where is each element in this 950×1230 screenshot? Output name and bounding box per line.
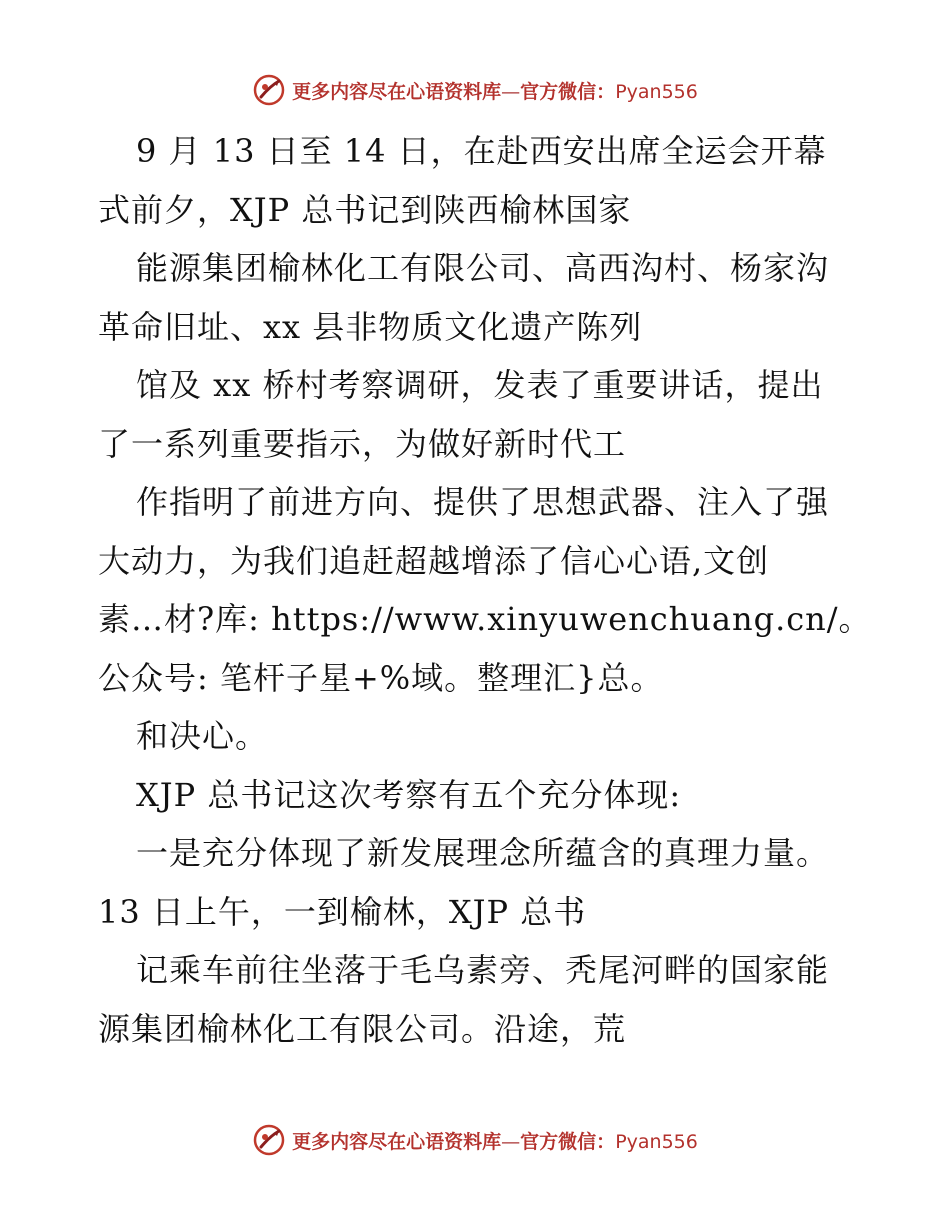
text-line: 公众号: 笔杆子星+%域。整理汇}总。: [98, 658, 664, 697]
banner-wechat-label: 官方微信：: [520, 1130, 616, 1153]
banner-wechat-id: Pyan556: [615, 80, 698, 103]
text-line: 能源集团榆林化工有限公司、高西沟村、杨家沟: [136, 249, 830, 287]
banner-text: [292, 1127, 698, 1154]
text-line: 大动力，为我们追赶超越增添了信心心语,文创: [98, 541, 770, 580]
text-line: 了一系列重要指示，为做好新时代工: [98, 424, 627, 463]
text-line: 源集团榆林化工有限公司。沿途，荒: [98, 1009, 627, 1048]
text-line: 馆及 xx 桥村考察调研，发表了重要讲话，提出: [136, 366, 824, 404]
footer-banner: [0, 1120, 950, 1160]
text-line: 和决心。: [136, 717, 269, 755]
text-line: 一是充分体现了新发展理念所蕴含的真理力量。: [136, 834, 830, 872]
text-line: 13 日上午，一到榆林，XJP 总书: [98, 892, 587, 931]
text-line: 素…材?库: https://www.xinyuwenchuang.cn/。: [98, 600, 872, 638]
header-banner: [0, 70, 950, 110]
banner-wechat-label: 官方微信：: [520, 80, 616, 103]
text-line: 式前夕，XJP 总书记到陕西榆林国家: [98, 190, 632, 229]
pen-logo-icon: [252, 73, 286, 107]
text-line: 记乘车前往坐落于毛乌素旁、秃尾河畔的国家能: [136, 951, 830, 989]
banner-text: [292, 77, 698, 104]
banner-wechat-id: Pyan556: [615, 1130, 698, 1153]
text-line: 9 月 13 日至 14 日，在赴西安出席全运会开幕: [136, 132, 827, 170]
banner-title: 更多内容尽在心语资料库: [292, 80, 502, 103]
banner-title: 更多内容尽在心语资料库: [292, 1130, 502, 1153]
text-line: 革命旧址、xx 县非物质文化遗产陈列: [98, 307, 643, 346]
banner-separator: —: [501, 1130, 521, 1153]
text-line: 作指明了前进方向、提供了思想武器、注入了强: [136, 483, 830, 521]
pen-logo-icon: [252, 1123, 286, 1157]
banner-separator: —: [501, 80, 521, 103]
document-body: [98, 122, 872, 1058]
text-line: XJP 总书记这次考察有五个充分体现:: [136, 775, 682, 814]
